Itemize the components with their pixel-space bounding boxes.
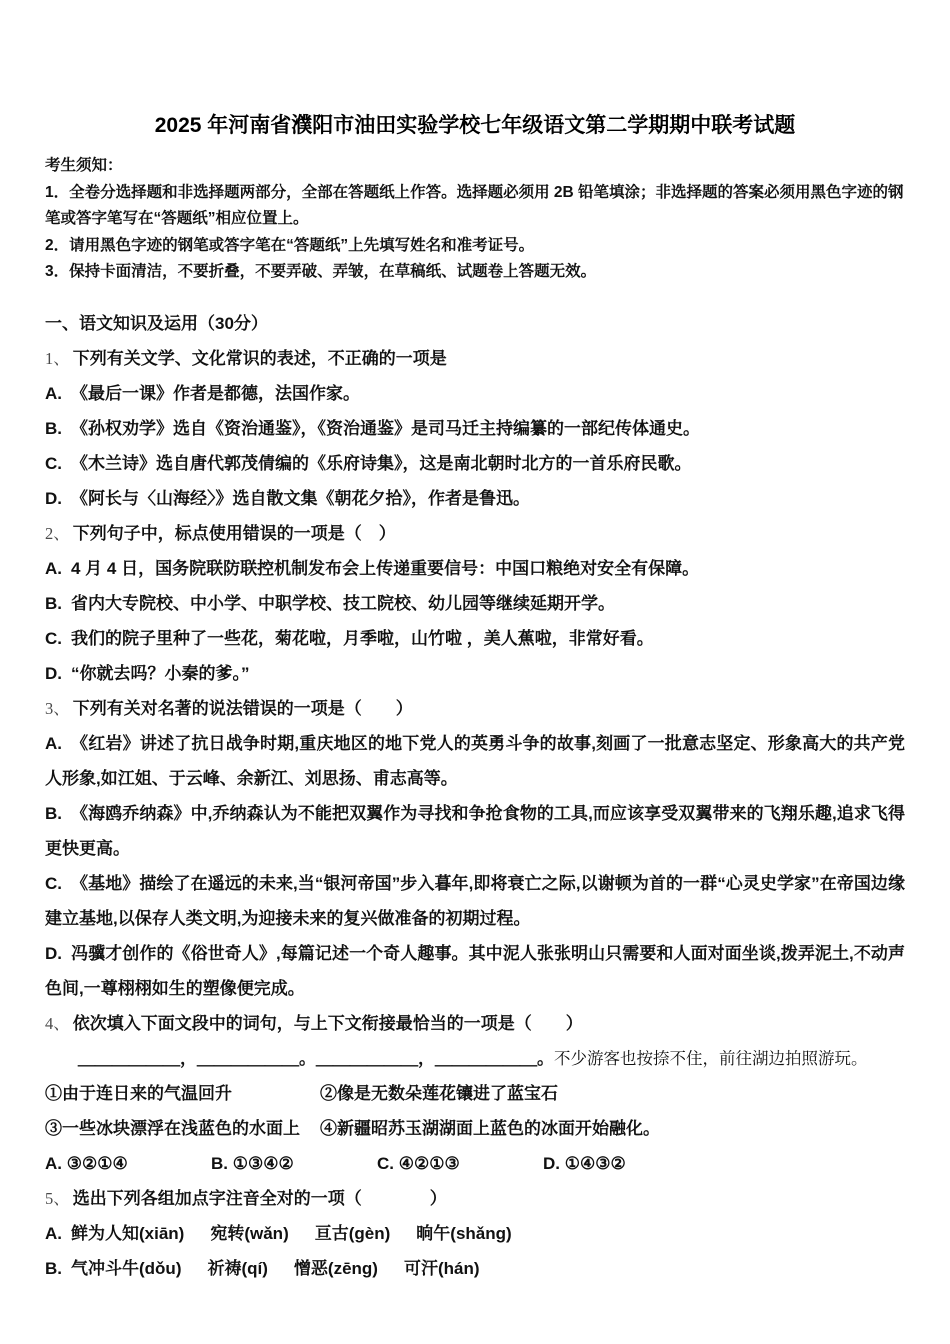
option-text: 《最后一课》作者是都德，法国作家。 xyxy=(71,383,360,403)
question-4-stem-text: 依次填入下面文段中的词句，与上下文衔接最恰当的一项是（ ） xyxy=(72,1013,583,1033)
page-title: 2025 年河南省濮阳市油田实验学校七年级语文第二学期期中联考试题 xyxy=(154,114,796,137)
option-label: B. xyxy=(45,1258,62,1278)
question-2-option-c xyxy=(45,621,905,656)
question-4-item-4: ④新疆昭苏玉湖湖面上蓝色的冰面开始融化。 xyxy=(320,1118,660,1138)
question-4-number: 4、 xyxy=(45,1013,70,1033)
question-1-option-b xyxy=(45,411,905,446)
pinyin-group: 可汗(hán) xyxy=(403,1258,480,1278)
pinyin-group: 憎恶(zēng) xyxy=(293,1258,378,1278)
question-2 xyxy=(45,516,905,691)
question-4-item-1: ①由于连日来的气温回升 xyxy=(45,1083,232,1103)
option-text: 《孙权劝学》选自《资治通鉴》，《资治通鉴》是司马迁主持编纂的一部纪传体通史。 xyxy=(71,418,700,438)
option-label: C. xyxy=(45,453,62,473)
option-label: C. xyxy=(45,628,62,648)
option-text: 我们的院子里种了一些花，菊花啦，月季啦，山竹啦 ，美人蕉啦，非常好看。 xyxy=(71,628,654,648)
question-4-stem xyxy=(45,1006,905,1041)
question-4-items-row-2 xyxy=(45,1111,905,1146)
question-1 xyxy=(45,341,905,516)
option-label: A. xyxy=(45,558,62,578)
question-2-stem-text: 下列句子中，标点使用错误的一项是（ ） xyxy=(72,523,396,543)
option-text: 《海鸥乔纳森》中,乔纳森认为不能把双翼作为寻找和争抢食物的工具,而应该享受双翼带来的飞翔乐趣,追求飞得更快更高。 xyxy=(45,803,905,858)
question-5-stem-text: 选出下列各组加点字注音全对的一项（ ） xyxy=(72,1188,447,1208)
notice-line-1: 1．全卷分选择题和非选择题两部分，全部在答题纸上作答。选择题必须用 2B 铅笔填涂；非选择题的答案必须用黑色字迹的钢笔或答字笔写在“答题纸”相应位置上。 xyxy=(45,183,904,227)
question-4-items-row-1 xyxy=(45,1076,905,1111)
question-4-tail-text: 不少游客也按捺不住，前往湖边拍照游玩。 xyxy=(554,1048,868,1068)
notice-line-2: 2．请用黑色字迹的钢笔或答字笔在“答题纸”上先填写姓名和准考证号。 xyxy=(45,236,535,254)
question-2-number: 2、 xyxy=(45,523,70,543)
question-1-stem xyxy=(45,341,905,376)
pinyin-group: 宛转(wǎn) xyxy=(210,1223,289,1243)
notice-line-3: 3．保持卡面清洁，不要折叠，不要弄破、弄皱，在草稿纸、试题卷上答题无效。 xyxy=(45,263,597,280)
option-label: D. xyxy=(45,943,62,963)
option-text: 《红岩》讲述了抗日战争时期,重庆地区的地下党人的英勇斗争的故事,刻画了一批意志坚定、形象高大的共产党人形象,如江姐、于云峰、余新江、刘思扬、甫志高等。 xyxy=(45,733,905,788)
question-3-option-d xyxy=(45,936,905,1006)
question-4-item-3: ③一些冰块漂浮在浅蓝色的水面上 xyxy=(45,1118,300,1138)
question-3-option-a xyxy=(45,726,905,796)
question-1-stem-text: 下列有关文学、文化常识的表述，不正确的一项是 xyxy=(72,348,447,368)
question-1-option-c xyxy=(45,446,905,481)
question-5-option-a xyxy=(45,1216,905,1251)
option-text: “你就去吗？小秦的爹。” xyxy=(71,663,250,683)
question-3-stem-text: 下列有关对名著的说法错误的一项是（ ） xyxy=(72,698,413,718)
question-4-option-a: A. ③②①④ xyxy=(45,1153,128,1173)
question-3-option-b xyxy=(45,796,905,866)
question-4-options-row xyxy=(45,1146,905,1181)
option-label: A. xyxy=(45,733,62,753)
question-4-option-c: C. ④②①③ xyxy=(377,1153,460,1173)
pinyin-group: 气冲斗牛(dǒu) xyxy=(71,1258,182,1278)
section-heading: 一、语文知识及运用（30分） xyxy=(45,313,268,333)
option-label: A. xyxy=(45,1223,62,1243)
option-text: 《木兰诗》选自唐代郭茂倩编的《乐府诗集》，这是南北朝时北方的一首乐府民歌。 xyxy=(71,453,692,473)
option-text: 《阿长与〈山海经〉》选自散文集《朝花夕拾》，作者是鲁迅。 xyxy=(71,488,530,508)
question-4-item-2: ②像是无数朵莲花镶进了蓝宝石 xyxy=(320,1083,558,1103)
pinyin-group: 鲜为人知(xiān) xyxy=(71,1223,185,1243)
question-1-number: 1、 xyxy=(45,348,70,368)
option-label: D. xyxy=(45,488,62,508)
option-text: 4 月 4 日，国务院联防联控机制发布会上传递重要信号：中国口粮绝对安全有保障。 xyxy=(71,558,700,578)
question-5 xyxy=(45,1181,905,1286)
option-text: 省内大专院校、中小学、中职学校、技工院校、幼儿园等继续延期开学。 xyxy=(71,593,615,613)
option-label: B. xyxy=(45,593,62,613)
question-4-option-d: D. ①④③② xyxy=(543,1153,626,1173)
option-label: B. xyxy=(45,418,62,438)
blank-underscores: ＿＿＿＿＿＿，＿＿＿＿＿＿。＿＿＿＿＿＿，＿＿＿＿＿＿。 xyxy=(78,1048,554,1068)
question-4 xyxy=(45,1006,905,1181)
pinyin-group: 祈祷(qí) xyxy=(207,1258,268,1278)
question-2-option-b xyxy=(45,586,905,621)
question-2-stem xyxy=(45,516,905,551)
pinyin-group: 亘古(gèn) xyxy=(314,1223,391,1243)
question-5-stem xyxy=(45,1181,905,1216)
question-3-stem xyxy=(45,691,905,726)
question-4-blank-line xyxy=(45,1041,905,1076)
question-2-option-a xyxy=(45,551,905,586)
question-4-option-b: B. ①③④② xyxy=(211,1153,294,1173)
option-label: A. xyxy=(45,383,62,403)
question-2-option-d xyxy=(45,656,905,691)
notice-heading: 考生须知： xyxy=(45,157,123,174)
question-1-option-d xyxy=(45,481,905,516)
question-3-option-c xyxy=(45,866,905,936)
question-5-option-b xyxy=(45,1251,905,1286)
option-label: B. xyxy=(45,803,62,823)
option-label: D. xyxy=(45,663,62,683)
option-label: C. xyxy=(45,873,62,893)
question-5-number: 5、 xyxy=(45,1188,70,1208)
pinyin-group: 晌午(shǎng) xyxy=(416,1223,512,1243)
question-3-number: 3、 xyxy=(45,698,70,718)
option-text: 冯骥才创作的《俗世奇人》,每篇记述一个奇人趣事。其中泥人张张明山只需要和人面对面坐谈,拨弄泥土,不动声色间,一尊栩栩如生的塑像便完成。 xyxy=(45,943,905,998)
question-1-option-a xyxy=(45,376,905,411)
question-3 xyxy=(45,691,905,1006)
option-text: 《基地》描绘了在遥远的未来,当“银河帝国”步入暮年,即将衰亡之际,以谢顿为首的一群“心灵史学家”在帝国边缘建立基地,以保存人类文明,为迎接未来的复兴做准备的初期过程。 xyxy=(45,873,905,928)
notice-block xyxy=(45,153,905,286)
